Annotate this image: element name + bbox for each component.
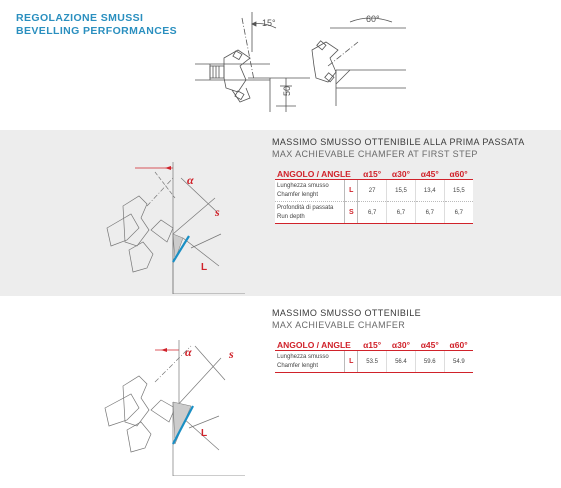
cell-value: 53.5 (358, 351, 387, 373)
s2-alpha-label: α (185, 345, 192, 359)
row-desc-it: Lunghezza smusso (277, 182, 329, 189)
top-bevel-diagram (180, 6, 420, 118)
section1-title-it: MASSIMO SMUSSO OTTENIBILE ALLA PRIMA PASSATA (272, 137, 525, 147)
s1-s-label: s (215, 205, 220, 219)
section2-chamfer-diagram (95, 336, 245, 476)
section2-title-it: MASSIMO SMUSSO OTTENIBILE (272, 308, 422, 318)
row-desc (275, 202, 345, 224)
table-header-row (275, 168, 473, 180)
cell-value: 6,7 (444, 202, 473, 224)
top-dimension-50: 50 (282, 85, 292, 96)
s1-l-label: L (201, 262, 208, 273)
cell-value: 13,4 (415, 180, 444, 202)
s2-s-label: s (229, 347, 234, 361)
table-col-a45: α45° (415, 168, 444, 180)
table-col-a15: α15° (358, 168, 387, 180)
cell-value: 6,7 (415, 202, 444, 224)
table-header-angle: ANGOLO / ANGLE (275, 168, 358, 180)
row-desc-en: Chamfer lenght (277, 191, 319, 198)
cell-value: 6,7 (358, 202, 387, 224)
cell-value: 6,7 (387, 202, 416, 224)
row-symbol: L (345, 180, 358, 202)
row-desc-it: Profondità di passata (277, 204, 334, 211)
row-desc (275, 351, 345, 373)
table-col-a60: α60° (444, 168, 473, 180)
row-symbol: S (345, 202, 358, 224)
table-row (275, 202, 473, 224)
cell-value: 27 (358, 180, 387, 202)
section1-title (272, 136, 525, 160)
cell-value: 15,5 (387, 180, 416, 202)
table-header-angle: ANGOLO / ANGLE (275, 339, 358, 351)
cell-value: 54.9 (444, 351, 473, 373)
section1-title-en: MAX ACHIEVABLE CHAMFER AT FIRST STEP (272, 149, 478, 159)
cell-value: 15,5 (452, 187, 465, 194)
section2-title (272, 307, 421, 331)
row-desc (275, 180, 345, 202)
table-row (275, 351, 473, 373)
row-symbol: L (345, 351, 358, 373)
row-desc-it: Lunghezza smusso (277, 353, 329, 360)
table-row (275, 180, 473, 202)
top-angle-60: 60° (366, 14, 380, 24)
top-angle-15: 15° (262, 18, 276, 28)
table-col-a45: α45° (415, 339, 444, 351)
s2-l-label: L (201, 428, 208, 439)
cell-value: 56.4 (387, 351, 416, 373)
s1-alpha-label: α (187, 173, 194, 187)
table-col-a30: α30° (387, 339, 416, 351)
row-desc-en: Run depth (277, 213, 305, 220)
table-col-a15: α15° (358, 339, 387, 351)
section1-table (275, 168, 473, 224)
header-title-it: REGOLAZIONE SMUSSI (16, 12, 144, 24)
table-col-a60: α60° (444, 339, 473, 351)
table-header-row (275, 339, 473, 351)
page-header (16, 12, 177, 38)
row-desc-en: Chamfer lenght (277, 362, 319, 369)
header-title-en: BEVELLING PERFORMANCES (16, 25, 178, 37)
section2-table (275, 339, 473, 373)
table-col-a30: α30° (387, 168, 416, 180)
section1-chamfer-diagram (95, 158, 245, 294)
cell-value: 59.6 (415, 351, 444, 373)
section2-title-en: MAX ACHIEVABLE CHAMFER (272, 320, 406, 330)
